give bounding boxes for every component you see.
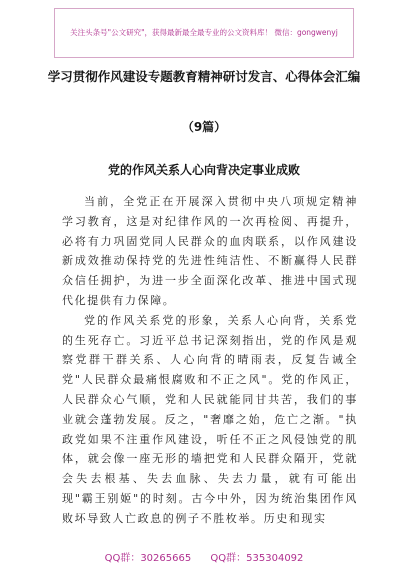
header-notice: 关注头条号"公文研究"，获得最新最全最专业的公文资料库！ 微信：gongwenyj [54,8,354,58]
document-title: 学习贯彻作风建设专题教育精神研讨发言、心得体会汇编 [47,69,361,84]
footer [0,552,408,566]
paragraph: 当前，全党正在开展深入贯彻中央八项规定精神学习教育，这是对纪律作风的一次再检阅、再提升，必将有力巩固党同人民群众的血肉联系，以作风建设新成效推动保持党的先进性纯洁性、不断赢得人民群众信任拥护，为进一步全面深化改革、推进中国式现代化提供有力保障。 [62,195,358,307]
footer-qq-group-1: QQ群：30265665 [104,553,192,564]
body-text [62,192,358,529]
footer-qq-group-2: QQ群：535304092 [210,553,304,564]
paragraph: 党的作风关系党的形象，关系人心向背，关系党的生死存亡。习近平总书记深刻指出，党的作风是观察党群干群关系、人心向背的晴雨表，反复告诫全党"人民群众最痛恨腐败和不正之风"。党的作风正，人民群众心气顺，党和人民就能同甘共苦，我们的事业就会蓬勃发展。反之，"奢靡之始，危亡之渐。"执政党如果不注重作风建设，听任不正之风侵蚀党的肌体，就会像一座无形的墙把党和人民群众隔开，党就会失去根基、失去血脉、失去力量，就有可能出现"霸王别姬"的时刻。古今中外，因为统治集团作风败坏导致人亡政息的例子不胜枚举。历史和现实 [62,313,358,525]
section-heading: 党的作风关系人心向背决定事业成败 [107,163,300,177]
article-count: （9篇） [181,120,227,134]
